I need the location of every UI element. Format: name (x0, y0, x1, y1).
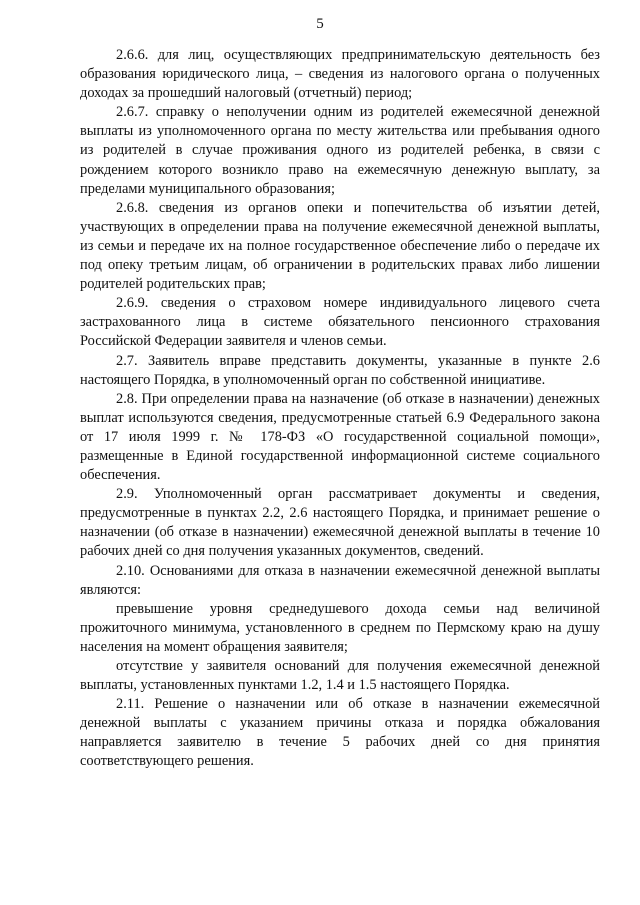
paragraph-2-10-reason-2: отсутствие у заявителя оснований для получения ежемесячной денежной выплаты, установленных пунктами 1.2, 1.4 и 1.5 настоящего Порядка. (80, 658, 600, 694)
paragraph-2-7: 2.7. Заявитель вправе представить документы, указанные в пункте 2.6 настоящего Порядка, в уполномоченный орган по собственной инициативе. (80, 352, 600, 388)
paragraph-2-9: 2.9. Уполномоченный орган рассматривает документы и сведения, предусмотренные в пунктах 2.2, 2.6 настоящего Порядка, и принимает решение о назначении (об отказе в назначении) ежемесячной денежной выплаты в течение 10 рабочих дней со дня получения указанных документов, сведений. (80, 486, 600, 560)
document-body (80, 46, 600, 772)
paragraph-2-6-6: 2.6.6. для лиц, осуществляющих предпринимательскую деятельность без образования юридического лица, – сведения из налогового органа о полученных доходах за прошедший налоговый (отчетный) период; (80, 47, 600, 102)
paragraph-2-10: 2.10. Основаниями для отказа в назначении ежемесячной денежной выплаты являются: (80, 562, 600, 598)
paragraph-2-6-9: 2.6.9. сведения о страховом номере индивидуального лицевого счета застрахованного лица в системе обязательного пенсионного страхования Российской Федерации заявителя и членов семьи. (80, 295, 600, 350)
paragraph-2-11: 2.11. Решение о назначении или об отказе в назначении ежемесячной денежной выплаты с указанием причины отказа и порядка обжалования направляется заявителю в течение 5 рабочих дней со дня принятия соответствующего решения. (80, 696, 600, 770)
paragraph-2-6-7: 2.6.7. справку о неполучении одним из родителей ежемесячной денежной выплаты из уполномоченного органа по месту жительства или пребывания одного из родителей в случае проживания одного из родителей ребенка, в связи с рождением которого возникло право на ежемесячную денежную выплату, за пределами муниципального образования; (80, 104, 600, 197)
paragraph-2-6-8: 2.6.8. сведения из органов опеки и попечительства об изъятии детей, участвующих в определении права на получение ежемесячной денежной выплаты, из семьи и передаче их на полное государственное обеспечение либо о передаче их под опеку третьим лицам, об ограничении в родительских правах либо лишении родителей родительских прав; (80, 199, 600, 293)
page-number: 5 (316, 16, 324, 32)
paragraph-2-10-reason-1: превышение уровня среднедушевого дохода семьи над величиной прожиточного минимума, установленного в среднем по Пермскому краю на душу населения на момент обращения заявителя; (80, 600, 600, 655)
paragraph-2-8: 2.8. При определении права на назначение (об отказе в назначении) денежных выплат используются сведения, предусмотренные статьей 6.9 Федерального закона от 17 июля 1999 г. № 178-ФЗ «О государственной социальной помощи», размещенные в Единой государственной информационной системе социального обеспечения. (80, 390, 600, 484)
